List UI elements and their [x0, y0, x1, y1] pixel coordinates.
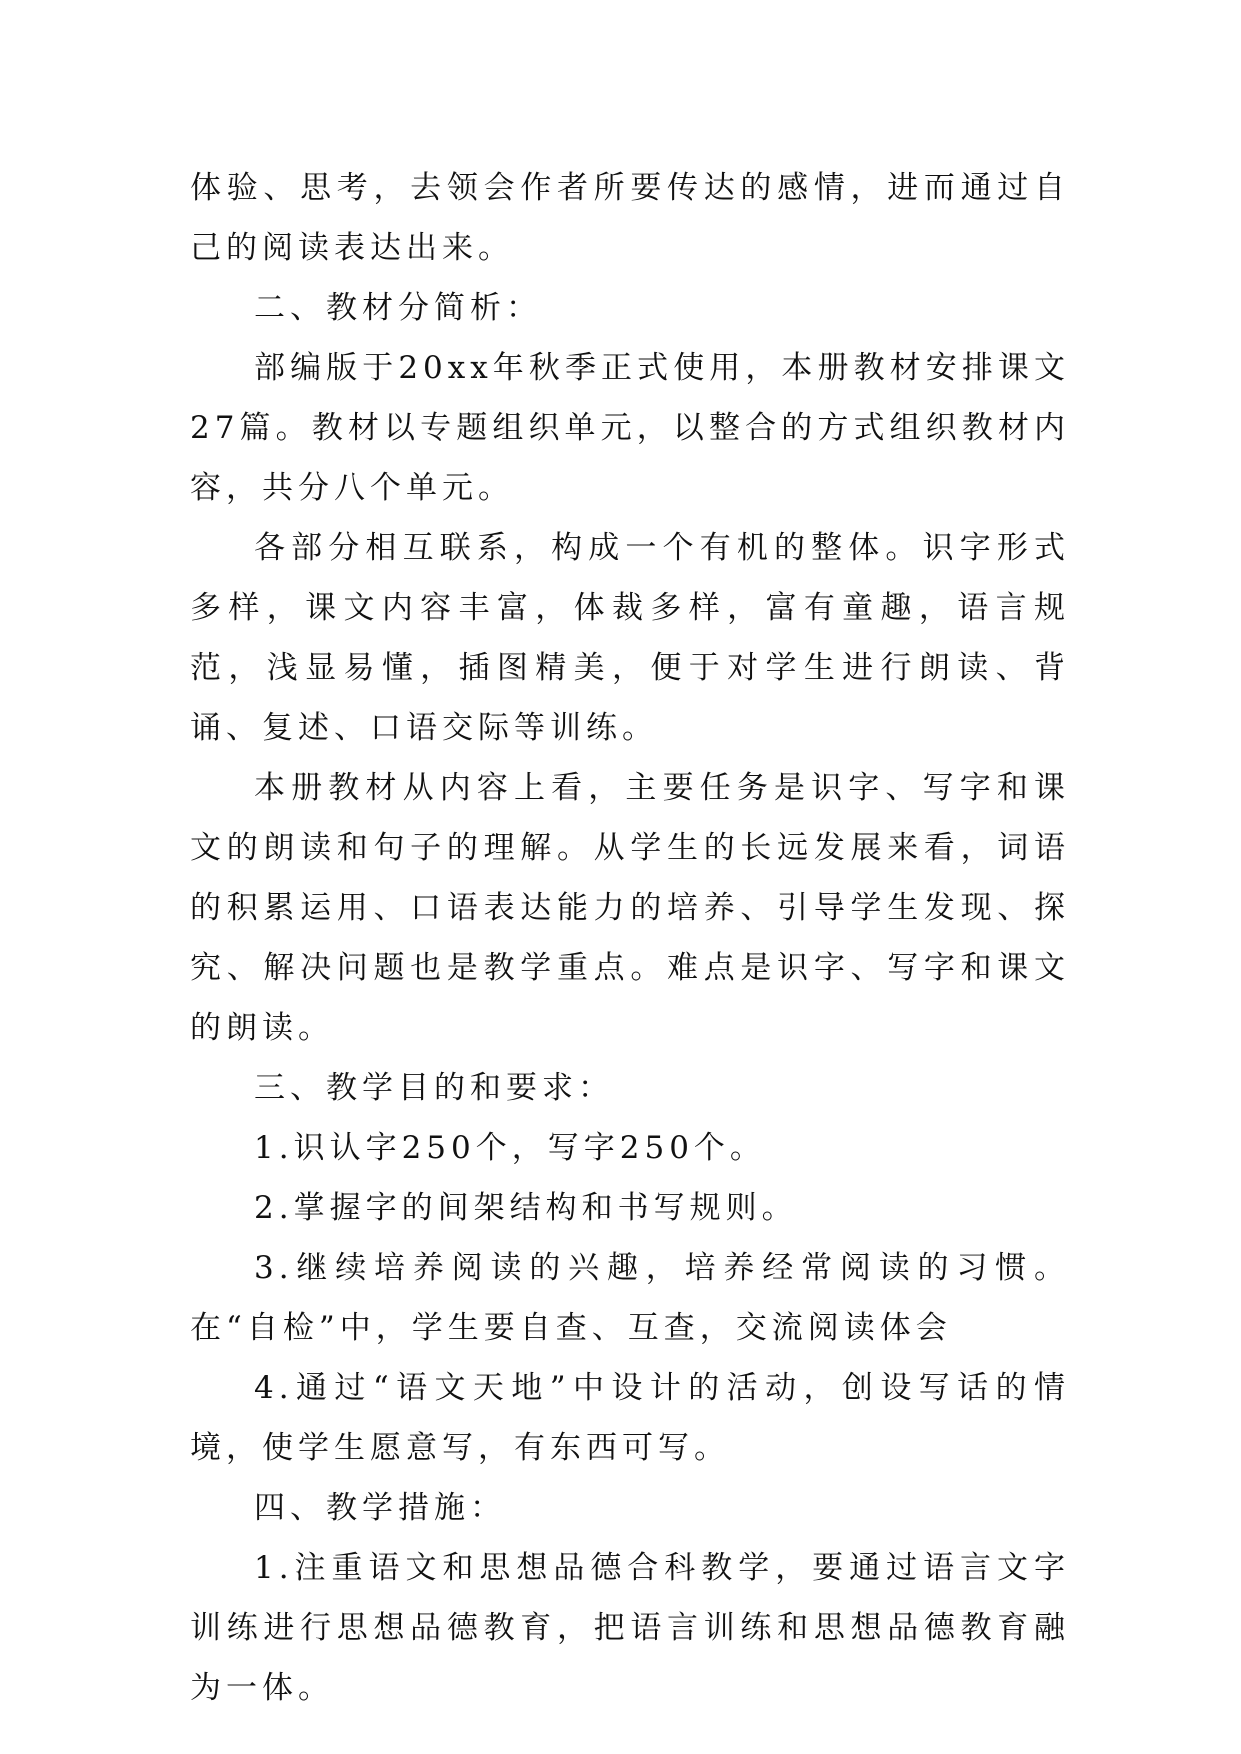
list-item-goal-4: 4.通过“语文天地”中设计的活动，创设写话的情境，使学生愿意写，有东西可写。 — [190, 1370, 1070, 1466]
list-item-measure-1: 1.注重语文和思想品德合科教学，要通过语言文字训练进行思想品德教育，把语言训练和思想品德教育融为一体。 — [190, 1550, 1070, 1706]
section-heading-goals: 三、教学目的和要求： — [254, 1070, 614, 1106]
section-heading-measures: 四、教学措施： — [254, 1490, 506, 1526]
paragraph-textbook-overview: 部编版于20xx年秋季正式使用，本册教材安排课文27篇。教材以专题组织单元，以整合的方式组织教材内容，共分八个单元。 — [190, 350, 1070, 506]
list-item-goal-3: 3.继续培养阅读的兴趣，培养经常阅读的习惯。在“自检”中，学生要自查、互查，交流阅读体会 — [190, 1250, 1070, 1346]
list-item-goal-1: 1.识认字250个，写字250个。 — [254, 1130, 766, 1166]
document-body — [190, 158, 1070, 1718]
paragraph-key-points: 本册教材从内容上看，主要任务是识字、写字和课文的朗读和句子的理解。从学生的长远发展来看，词语的积累运用、口语表达能力的培养、引导学生发现、探究、解决问题也是教学重点。难点是识字、写字和课文的朗读。 — [190, 770, 1070, 1046]
section-heading-textbook-analysis: 二、教材分简析： — [254, 290, 542, 326]
paragraph-continuation: 体验、思考，去领会作者所要传达的感情，进而通过自己的阅读表达出来。 — [190, 170, 1070, 266]
paragraph-textbook-features: 各部分相互联系，构成一个有机的整体。识字形式多样，课文内容丰富，体裁多样，富有童趣，语言规范，浅显易懂，插图精美，便于对学生进行朗读、背诵、复述、口语交际等训练。 — [190, 530, 1070, 746]
list-item-goal-2: 2.掌握字的间架结构和书写规则。 — [254, 1190, 798, 1226]
